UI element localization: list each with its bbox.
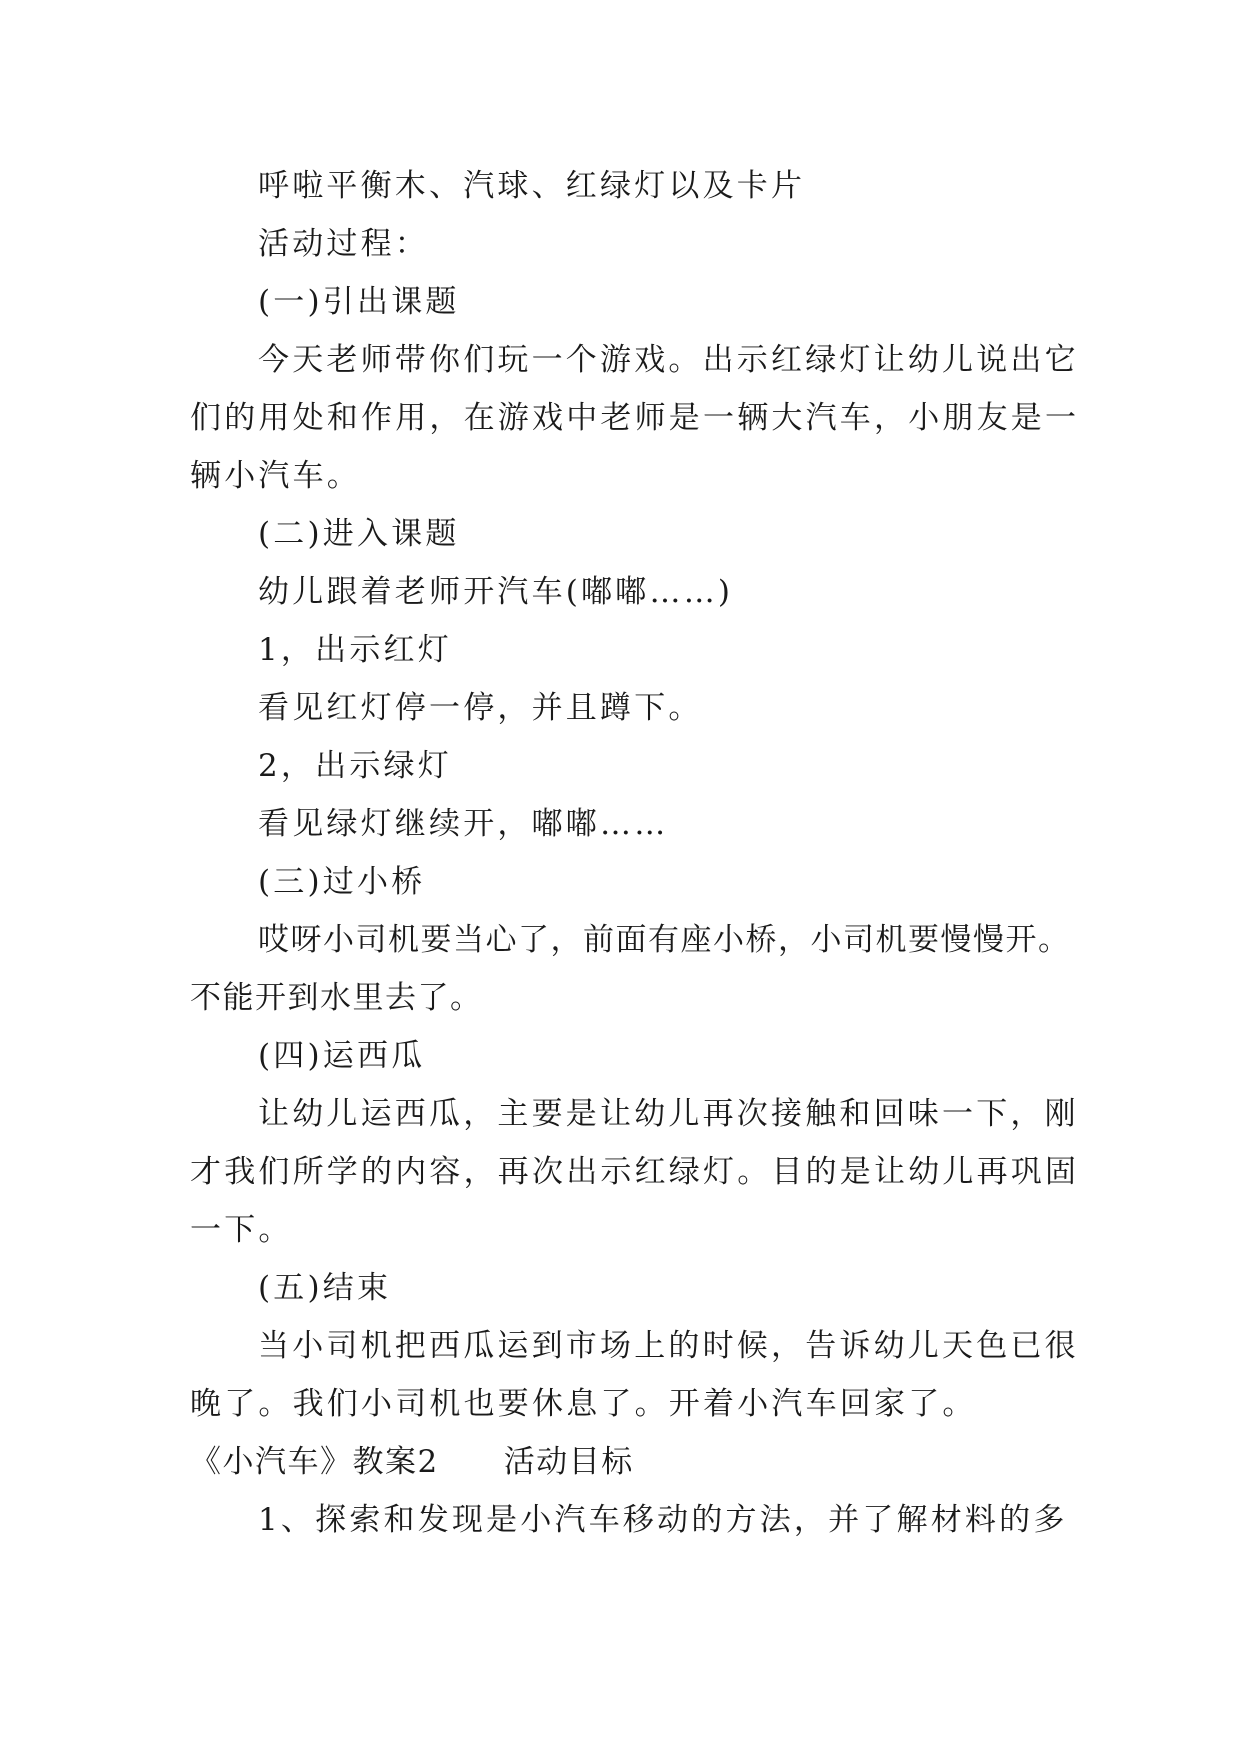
paragraph-line: 哎呀小司机要当心了，前面有座小桥，小司机要慢慢开。 — [258, 922, 1071, 958]
section-1-heading: (一)引出课题 — [258, 284, 460, 320]
paragraph-line: 看见绿灯继续开，嘟嘟…… — [258, 806, 669, 842]
paragraph-line: 不能开到水里去了。 — [190, 980, 483, 1016]
paragraph-line: 一下。 — [190, 1212, 293, 1248]
step-2-heading: 2，出示绿灯 — [258, 748, 452, 784]
section-4-heading: (四)运西瓜 — [258, 1038, 426, 1074]
section-2-heading: (二)进入课题 — [258, 516, 460, 552]
paragraph-line: 今天老师带你们玩一个游戏。出示红绿灯让幼儿说出它 — [258, 342, 1079, 378]
paragraph-line: 让幼儿运西瓜，主要是让幼儿再次接触和回味一下，刚 — [258, 1096, 1079, 1132]
step-1-heading: 1，出示红灯 — [258, 632, 452, 668]
section-5-heading: (五)结束 — [258, 1270, 392, 1306]
materials-line: 呼啦平衡木、汽球、红绿灯以及卡片 — [258, 168, 806, 204]
lesson-2-title: 《小汽车》教案2 活动目标 — [190, 1444, 634, 1480]
paragraph-line: 看见红灯停一停，并且蹲下。 — [258, 690, 703, 726]
paragraph-line: 们的用处和作用，在游戏中老师是一辆大汽车，小朋友是一 — [190, 400, 1080, 436]
paragraph-line: 幼儿跟着老师开汽车(嘟嘟……) — [258, 574, 734, 610]
paragraph-line: 当小司机把西瓜运到市场上的时候，告诉幼儿天色已很 — [258, 1328, 1079, 1364]
paragraph-line: 才我们所学的内容，再次出示红绿灯。目的是让幼儿再巩固 — [190, 1154, 1080, 1190]
paragraph-line: 1、探索和发现是小汽车移动的方法，并了解材料的多 — [258, 1502, 1068, 1538]
paragraph-line: 辆小汽车。 — [190, 458, 361, 494]
section-3-heading: (三)过小桥 — [258, 864, 426, 900]
activity-process-heading: 活动过程： — [258, 226, 429, 262]
paragraph-line: 晚了。我们小司机也要休息了。开着小汽车回家了。 — [190, 1386, 977, 1422]
